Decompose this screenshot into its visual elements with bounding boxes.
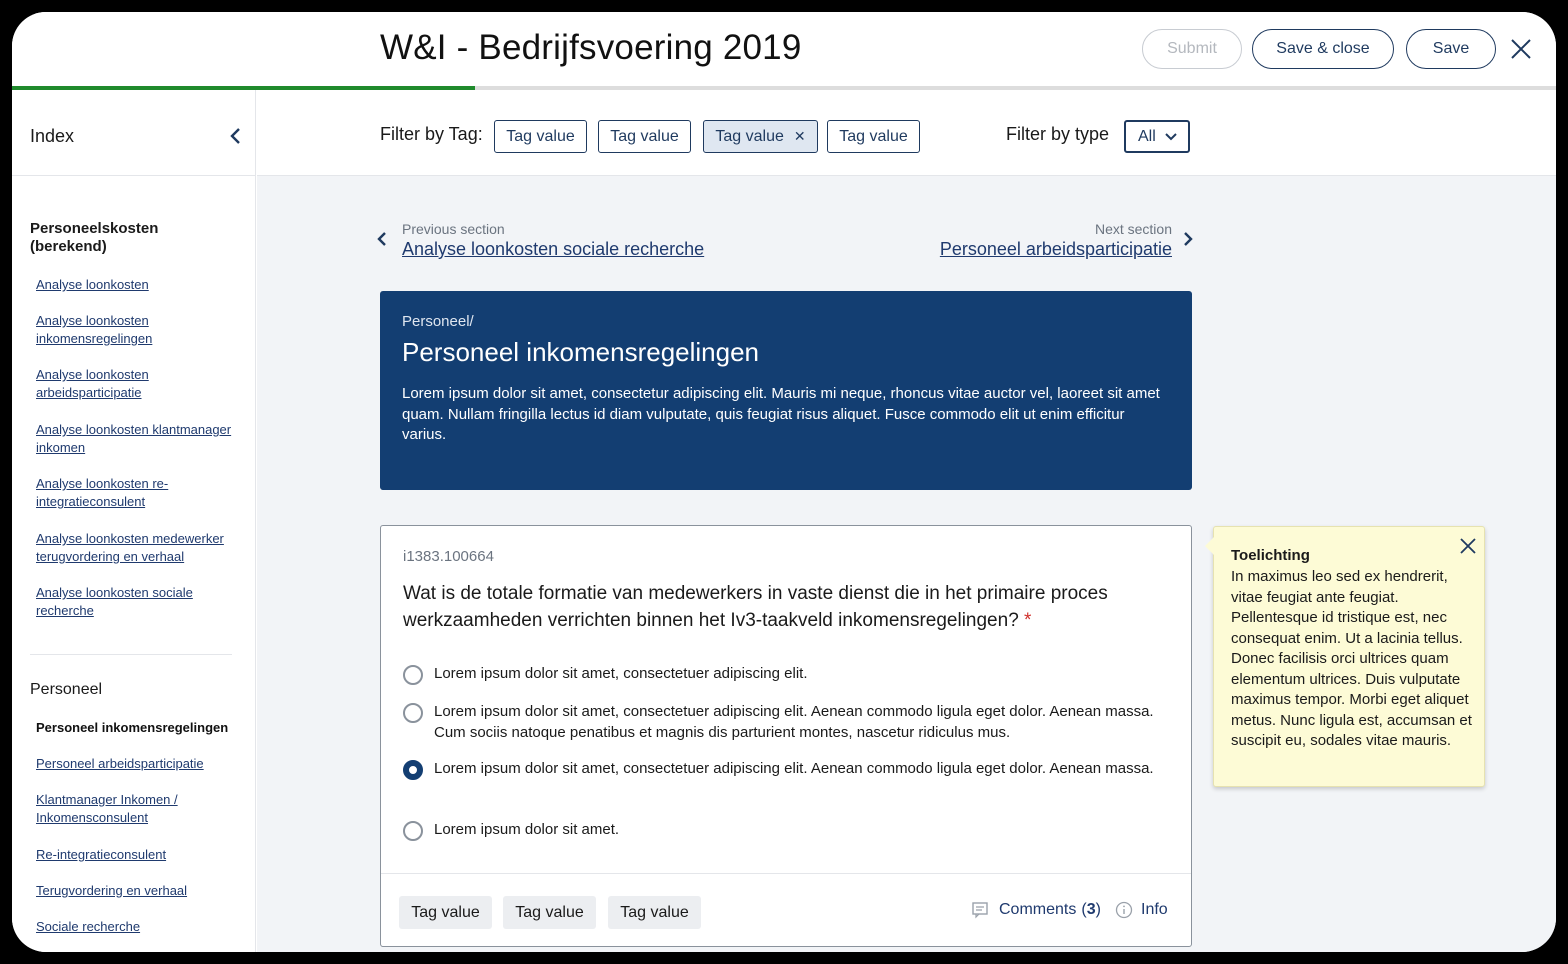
- section-banner: [380, 291, 1192, 490]
- sidebar-item-sociale-recherche[interactable]: Sociale recherche: [36, 919, 141, 934]
- question-tag[interactable]: Tag value: [399, 896, 492, 929]
- sidebar-item-analyse-loonkosten-arbeidsparticipatie[interactable]: Analyse loonkosten arbeidsparticipatie: [36, 367, 149, 400]
- submit-button[interactable]: Submit: [1142, 29, 1242, 69]
- header: [12, 12, 1556, 90]
- radio-button[interactable]: [403, 665, 423, 685]
- explanation-tooltip: [1213, 526, 1485, 787]
- sidebar-item-personeel-inkomensregelingen[interactable]: Personeel inkomensregelingen: [36, 720, 229, 735]
- required-marker: *: [1024, 610, 1032, 631]
- radio-option-label: Lorem ipsum dolor sit amet, consectetuer adipiscing elit.: [434, 665, 808, 682]
- close-icon[interactable]: [1458, 536, 1478, 556]
- save-close-button[interactable]: Save & close: [1252, 29, 1394, 69]
- info-button[interactable]: [1115, 901, 1168, 919]
- comments-count-open: (: [1081, 901, 1087, 918]
- radio-option-label: Lorem ipsum dolor sit amet, consectetuer adipiscing elit. Aenean commodo ligula eget dolor. Aenean massa. Cum sociis natoque penatibus et magnis dis parturient montes, nascetur ridiculus mus.: [434, 703, 1154, 741]
- section-title: Personeel inkomensregelingen: [402, 337, 760, 367]
- info-icon: [1115, 901, 1133, 919]
- radio-option[interactable]: [403, 664, 1173, 685]
- radio-option-label: Lorem ipsum dolor sit amet, consectetuer adipiscing elit. Aenean commodo ligula eget dolor. Aenean massa.: [434, 760, 1154, 777]
- section-description: Lorem ipsum dolor sit amet, consectetur adipiscing elit. Mauris mi neque, rhoncus vitae auctor vel, laoreet sit amet quam. Nullam fringilla lectus id diam vulputate, quis feugiat risus aliquet. Fusce commodo elit ut enim efficitur varius.: [402, 385, 1160, 443]
- filter-tag[interactable]: Tag value: [827, 120, 920, 153]
- question-footer: [381, 873, 1191, 947]
- close-icon[interactable]: [1508, 36, 1534, 62]
- radio-button[interactable]: [403, 821, 423, 841]
- radio-option[interactable]: [403, 820, 1173, 841]
- sidebar-item-analyse-loonkosten-terugvordering[interactable]: Analyse loonkosten medewerker terugvordering en verhaal: [36, 531, 224, 564]
- chevron-left-icon[interactable]: [228, 126, 244, 146]
- question-tag[interactable]: Tag value: [608, 896, 701, 929]
- filter-type-select[interactable]: [1124, 120, 1190, 153]
- question-label: Wat is de totale formatie van medewerkers in vaste dienst die in het primaire proces werkzaamheden verrichten binnen het Iv3-taakveld inkomensregelingen?: [403, 583, 1108, 631]
- next-section-icon[interactable]: [1182, 230, 1194, 248]
- question-text: [403, 580, 1173, 634]
- filter-type-value: All: [1138, 127, 1156, 145]
- sidebar: [12, 90, 256, 952]
- sidebar-item-klantmanager-inkomen[interactable]: Klantmanager Inkomen / Inkomensconsulent: [36, 792, 178, 825]
- question-tag[interactable]: Tag value: [503, 896, 596, 929]
- radio-option[interactable]: [403, 702, 1173, 743]
- radio-button-selected[interactable]: [403, 760, 423, 780]
- sidebar-section-title: Personeelskosten (berekend): [30, 220, 159, 255]
- main-content: [257, 90, 1556, 952]
- comments-count-close: ): [1095, 901, 1101, 918]
- sidebar-item-analyse-loonkosten-re-integratie[interactable]: Analyse loonkosten re-integratieconsulent: [36, 476, 169, 509]
- sidebar-divider: [30, 654, 232, 655]
- sidebar-section-title: Personeel: [30, 681, 103, 698]
- radio-option[interactable]: [403, 759, 1173, 780]
- filter-type-label: Filter by type: [1006, 124, 1110, 144]
- info-label: Info: [1141, 901, 1168, 918]
- filter-tag[interactable]: Tag value: [598, 120, 691, 153]
- comments-button[interactable]: [971, 901, 1101, 919]
- sidebar-item-personeel-arbeidsparticipatie[interactable]: Personeel arbeidsparticipatie: [36, 756, 204, 771]
- sidebar-item-terugvordering[interactable]: Terugvordering en verhaal: [36, 883, 188, 898]
- comments-count: 3: [1086, 901, 1096, 918]
- radio-option-label: Lorem ipsum dolor sit amet.: [434, 821, 620, 838]
- filter-tag-label: Tag value: [715, 127, 784, 145]
- app-window: [12, 12, 1556, 952]
- filter-tag-selected[interactable]: [703, 120, 818, 153]
- breadcrumb: Personeel/: [402, 313, 474, 330]
- previous-section-caption: Previous section: [402, 221, 505, 237]
- save-button[interactable]: Save: [1406, 29, 1496, 69]
- filter-tag-label: Filter by Tag:: [380, 124, 483, 144]
- previous-section-icon[interactable]: [376, 230, 388, 248]
- question-card: [380, 525, 1192, 947]
- comments-label: Comments: [999, 901, 1077, 918]
- tooltip-title: Toelichting: [1231, 547, 1310, 564]
- comment-icon: [971, 901, 991, 919]
- filter-tag[interactable]: Tag value: [494, 120, 587, 153]
- question-id: i1383.100664: [403, 548, 494, 565]
- chevron-down-icon: [1164, 132, 1178, 142]
- filter-bar: [257, 90, 1556, 176]
- index-header: [12, 90, 256, 176]
- previous-section-link[interactable]: Analyse loonkosten sociale recherche: [402, 239, 705, 259]
- next-section-caption: Next section: [1094, 221, 1172, 237]
- remove-tag-icon[interactable]: ✕: [793, 128, 806, 144]
- tooltip-body: In maximus leo sed ex hendrerit, vitae feugiat ante feugiat. Pellentesque id tristique est, nec consequat enim. Ut a lacinia tellus. Donec facilisis orci ultrices quam elementum ultrices. Duis vulputate maximus tempor. Morbi eget aliquet metus. Nunc ligula est, accumsan et suscipit eu, sodales vitae mauris.: [1231, 568, 1472, 749]
- sidebar-item-analyse-loonkosten[interactable]: Analyse loonkosten: [36, 277, 149, 292]
- page-title: W&I - Bedrijfsvoering 2019: [380, 28, 802, 67]
- sidebar-item-analyse-loonkosten-klantmanager[interactable]: Analyse loonkosten klantmanager inkomen: [36, 422, 232, 455]
- index-title: Index: [30, 126, 75, 146]
- sidebar-item-re-integratieconsulent[interactable]: Re-integratieconsulent: [36, 847, 167, 862]
- radio-button[interactable]: [403, 703, 423, 723]
- sidebar-item-analyse-loonkosten-inkomensregelingen[interactable]: Analyse loonkosten inkomensregelingen: [36, 313, 153, 346]
- next-section-link[interactable]: Personeel arbeidsparticipatie: [939, 239, 1172, 259]
- sidebar-item-analyse-loonkosten-sociale-recherche[interactable]: Analyse loonkosten sociale recherche: [36, 585, 193, 618]
